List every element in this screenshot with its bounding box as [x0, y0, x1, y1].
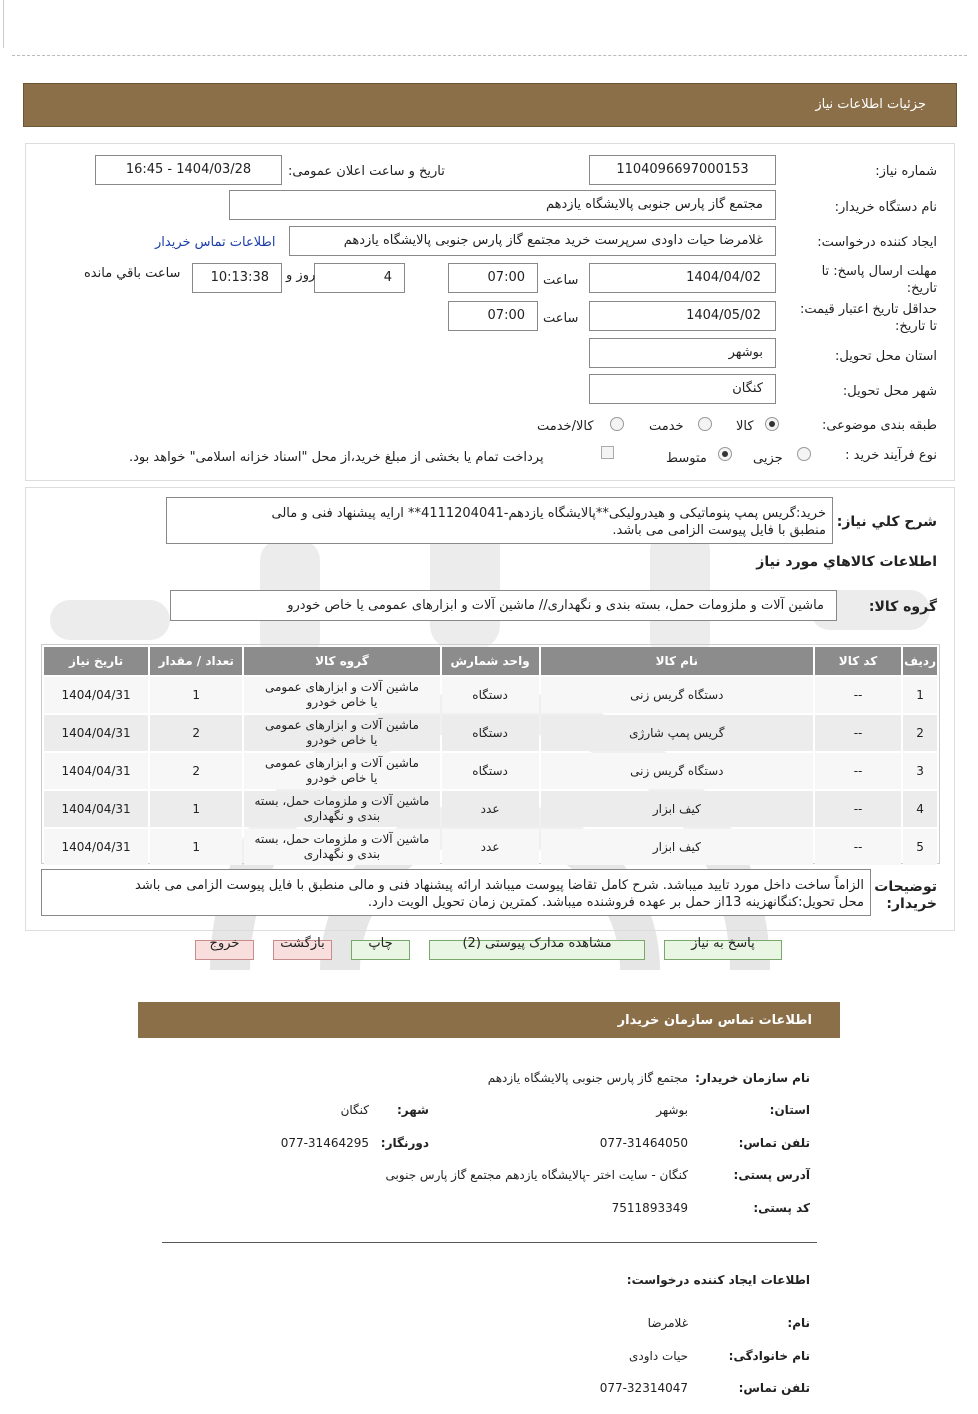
cell-group-line-1: ماشین آلات و ملزومات حمل، بسته — [254, 832, 430, 846]
buyer-org-field: مجتمع گاز پارس جنوبی پالایشگاه یازدهم — [229, 190, 776, 220]
price-validity-date: 1404/05/02 — [589, 301, 776, 331]
table-row — [44, 715, 937, 751]
contact-province-label: استان: — [769, 1103, 810, 1117]
cell-group — [244, 829, 439, 865]
reply-button[interactable]: پاسخ به نیاز — [664, 940, 782, 960]
summary-line-2: منطبق با فایل پیوست الزامی می باشد. — [612, 523, 826, 538]
contact-divider — [162, 1242, 817, 1243]
cell-name: دستگاه گریس زنی — [541, 677, 813, 713]
contact-fax-value: 077-31464295 — [280, 1136, 369, 1150]
summary-line-1: خرید:گریس پمپ پنوماتیکی و هیدرولیکی**پالایشگاه یازدهم-4111204041** ارایه پیشنهاد فنی و مالی — [271, 506, 826, 521]
cell-group — [244, 791, 439, 827]
col-code: کد کالا — [815, 647, 901, 675]
remaining-days: 4 — [314, 263, 405, 293]
table-row — [44, 791, 937, 827]
city-field: کنگان — [589, 374, 776, 404]
table-row — [44, 677, 937, 713]
remaining-label: ساعت باقي مانده — [84, 266, 181, 281]
cell-group-line-1: ماشین آلات و ابزارهای عمومی — [264, 756, 419, 770]
cell-qty: 1 — [150, 791, 242, 827]
requester-field: غلامرضا حیات داودی سرپرست خرید مجتمع گاز پارس جنوبی پالایشگاه یازدهم — [289, 226, 776, 256]
cell-group-line-1: ماشین آلات و ابزارهای عمومی — [264, 718, 419, 732]
price-time-label: ساعت — [543, 311, 579, 326]
details-header-title: جزئیات اطلاعات نیاز — [815, 97, 926, 112]
cell-group — [244, 715, 439, 751]
cell-qty: 2 — [150, 715, 242, 751]
need-number-field: 1104096697000153 — [589, 155, 776, 185]
cell-date: 1404/04/31 — [44, 753, 148, 789]
cell-code: -- — [815, 715, 901, 751]
category-service-label: خدمت — [649, 419, 684, 434]
col-group: گروه کالا — [244, 647, 439, 675]
contact-city-label: شهر: — [397, 1103, 429, 1117]
cell-row: 1 — [903, 677, 937, 713]
treasury-checkbox[interactable] — [601, 446, 614, 459]
cell-unit: دستگاه — [442, 715, 539, 751]
category-goods-label: کالا — [736, 419, 754, 434]
requester-label: ایجاد کننده درخواست: — [817, 235, 937, 250]
contact-org-value: مجتمع گاز پارس جنوبی پالایشگاه یازدهم — [487, 1071, 688, 1085]
contact-fax-label: دورنگار: — [380, 1136, 429, 1150]
details-header — [23, 83, 957, 127]
creator-phone-label: تلفن تماس: — [738, 1381, 810, 1395]
category-radio-service[interactable] — [698, 417, 712, 431]
category-radio-both[interactable] — [610, 417, 624, 431]
process-minor-label: جزیی — [753, 451, 783, 466]
creator-phone-value: 077-32314047 — [599, 1381, 688, 1395]
process-medium-label: متوسط — [666, 451, 707, 466]
print-button[interactable]: چاپ — [351, 940, 410, 960]
cell-code: -- — [815, 753, 901, 789]
process-radio-medium[interactable] — [718, 447, 732, 461]
contact-header — [138, 1002, 840, 1038]
price-validity-label-2: تا تاریخ: — [895, 319, 937, 334]
contact-address-label: آدرس پستی: — [733, 1168, 810, 1182]
cell-qty: 1 — [150, 829, 242, 865]
cell-row: 2 — [903, 715, 937, 751]
contact-phone-value: 077-31464050 — [599, 1136, 688, 1150]
province-label: استان محل تحویل: — [835, 349, 937, 364]
exit-button[interactable]: خروج — [195, 940, 254, 960]
items-table-header — [44, 647, 937, 675]
contact-postal-label: کد پستی: — [753, 1201, 810, 1215]
category-radio-goods[interactable] — [765, 417, 779, 431]
announce-datetime-field: 1404/03/28 - 16:45 — [95, 155, 282, 185]
cell-group-line-2: بندی و نگهداری — [303, 847, 381, 861]
goods-group-field: ماشین آلات و ملزومات حمل، بسته بندی و نگهداری// ماشین آلات و ابزارهای عمومی یا خاص خودرو — [170, 590, 837, 621]
creator-first-name-label: نام: — [787, 1316, 810, 1330]
items-table-wrap — [41, 644, 940, 864]
notes-line-1: الزاماً ساخت داخل مورد تایید میباشد. شرح کامل تقاضا پیوست میباشد ارائه پیشنهاد فنی و مالی منطبق با فایل پیوست الزامی می باشد — [135, 878, 864, 893]
items-table — [42, 645, 939, 867]
cell-unit: عدد — [442, 791, 539, 827]
cell-code: -- — [815, 791, 901, 827]
col-name: نام کالا — [541, 647, 813, 675]
goods-section-title: اطلاعات کالاهاي مورد نیاز — [756, 554, 937, 570]
cell-unit: دستگاه — [442, 677, 539, 713]
creator-last-name-value: حیات داودی — [628, 1349, 688, 1363]
back-button[interactable]: بازگشت — [273, 940, 332, 960]
cell-date: 1404/04/31 — [44, 677, 148, 713]
cell-row: 5 — [903, 829, 937, 865]
cell-group-line-2: یا خاص خودرو — [306, 733, 378, 747]
cell-unit: عدد — [442, 829, 539, 865]
cell-qty: 2 — [150, 753, 242, 789]
reply-deadline-label-2: تاریخ: — [906, 281, 937, 296]
contact-postal-value: 7511893349 — [611, 1201, 688, 1215]
cell-name: دستگاه گریس زنی — [541, 753, 813, 789]
notes-label: توضیحات — [874, 879, 937, 895]
cell-row: 3 — [903, 753, 937, 789]
summary-label: شرح کلي نیاز: — [836, 514, 937, 530]
notes-label-2: خریدار: — [886, 896, 937, 912]
cell-qty: 1 — [150, 677, 242, 713]
cell-date: 1404/04/31 — [44, 829, 148, 865]
price-validity-time: 07:00 — [448, 301, 538, 331]
cell-date: 1404/04/31 — [44, 715, 148, 751]
need-number-label: شماره نیاز: — [875, 164, 937, 179]
summary-box — [166, 497, 833, 544]
remaining-time: 10:13:38 — [192, 263, 282, 293]
cell-group-line-2: یا خاص خودرو — [306, 771, 378, 785]
contact-phone-label: تلفن تماس: — [738, 1136, 810, 1150]
reply-time-label: ساعت — [543, 273, 579, 288]
days-label: روز و — [286, 268, 316, 283]
cell-name: گریس پمپ شارژی — [541, 715, 813, 751]
creator-last-name-label: نام خانوادگی: — [728, 1349, 810, 1363]
notes-box — [41, 869, 871, 916]
cell-group — [244, 677, 439, 713]
reply-deadline-label: مهلت ارسال پاسخ: تا — [821, 264, 937, 279]
process-radio-minor[interactable] — [797, 447, 811, 461]
notes-line-2: محل تحویل:کنگانهزینه 13از حمل بر عهده فروشنده میباشد. کمترین زمان تحویل الویت دارد. — [367, 895, 864, 910]
cell-group-line-1: ماشین آلات و ابزارهای عمومی — [264, 680, 419, 694]
cell-row: 4 — [903, 791, 937, 827]
cell-code: -- — [815, 829, 901, 865]
announce-datetime-label: تاریخ و ساعت اعلان عمومی: — [288, 164, 445, 179]
creator-title: اطلاعات ایجاد کننده درخواست: — [626, 1273, 810, 1287]
cell-group-line-2: بندی و نگهداری — [303, 809, 381, 823]
cell-date: 1404/04/31 — [44, 791, 148, 827]
contact-org-label: نام سازمان خریدار: — [695, 1071, 810, 1085]
cell-name: کیف ابزار — [541, 791, 813, 827]
cell-group-line-2: یا خاص خودرو — [306, 695, 378, 709]
cell-unit: دستگاه — [442, 753, 539, 789]
goods-group-label: گروه کالا: — [868, 599, 937, 615]
cell-group-line-1: ماشین آلات و ملزومات حمل، بسته — [254, 794, 430, 808]
creator-first-name-value: غلامرضا — [647, 1316, 688, 1330]
category-both-label: کالا/خدمت — [537, 419, 594, 434]
province-field: بوشهر — [589, 338, 776, 368]
table-row — [44, 753, 937, 789]
cell-name: کیف ابزار — [541, 829, 813, 865]
contact-header-title: اطلاعات تماس سازمان خریدار — [617, 1013, 812, 1028]
category-label: طبقه بندی موضوعی: — [821, 418, 937, 433]
col-row: ردیف — [903, 647, 937, 675]
top-divider — [12, 55, 967, 56]
buyer-contact-link[interactable]: اطلاعات تماس خریدار — [155, 235, 276, 250]
col-unit: واحد شمارش — [442, 647, 539, 675]
buyer-org-label: نام دستگاه خریدار: — [834, 200, 937, 215]
col-date: تاریخ نیاز — [44, 647, 148, 675]
reply-deadline-time: 07:00 — [448, 263, 538, 293]
process-label: نوع فرآیند خرید : — [845, 448, 937, 463]
contact-city-value: کنگان — [340, 1103, 369, 1117]
city-label: شهر محل تحویل: — [842, 384, 937, 399]
reply-deadline-date: 1404/04/02 — [589, 263, 776, 293]
price-validity-label: حداقل تاریخ اعتبار قیمت: — [799, 302, 937, 317]
table-row — [44, 829, 937, 865]
page-edge-line — [3, 0, 4, 48]
cell-group — [244, 753, 439, 789]
col-qty: تعداد / مقدار — [150, 647, 242, 675]
view-attachments-button[interactable]: مشاهده مدارک پیوستی (2) — [429, 940, 645, 960]
contact-province-value: بوشهر — [656, 1103, 688, 1117]
contact-address-value: کنگان - سایت اختر -پالایشگاه یازدهم مجتمع گاز پارس جنوبی — [385, 1168, 688, 1182]
treasury-note: پرداخت تمام یا بخشی از مبلغ خرید،از محل "اسناد خزانه اسلامی" خواهد بود. — [129, 450, 544, 465]
cell-code: -- — [815, 677, 901, 713]
